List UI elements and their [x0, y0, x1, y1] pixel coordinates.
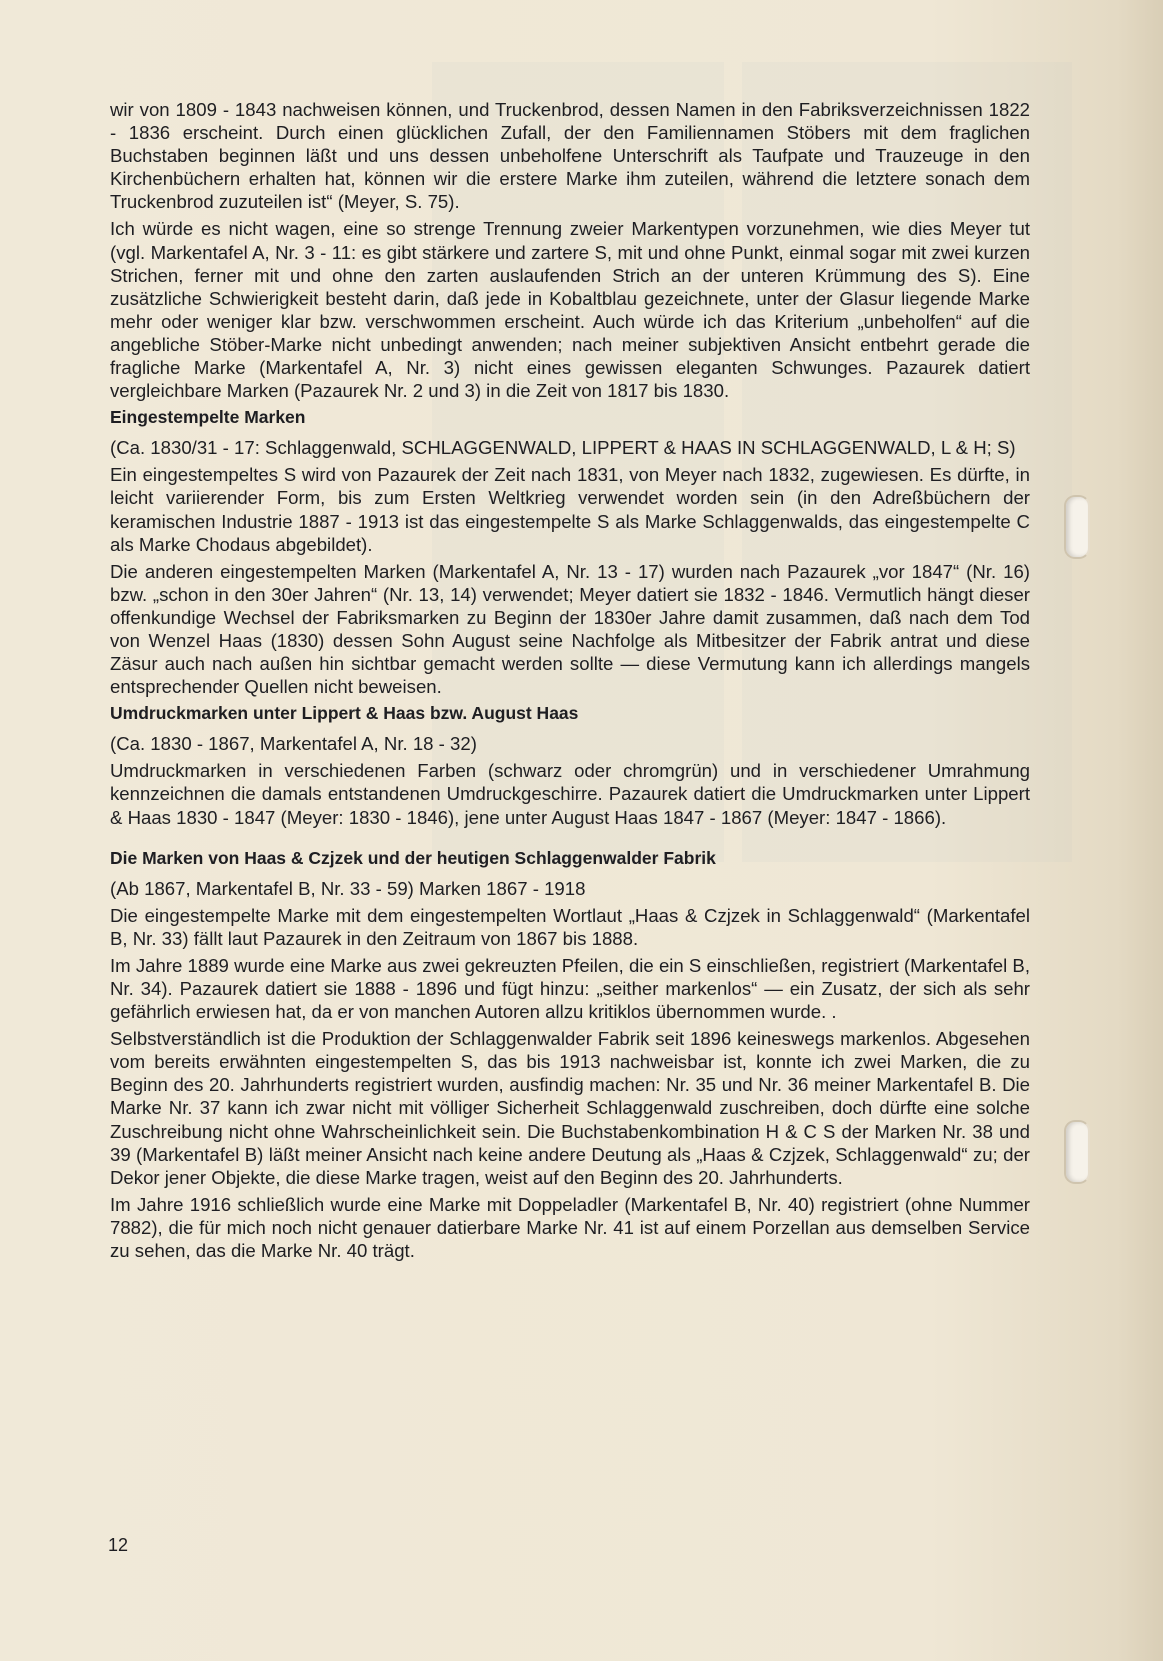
punch-hole-lower	[1064, 1120, 1090, 1184]
body-paragraph: wir von 1809 - 1843 nachweisen können, und Truckenbrod, dessen Namen in den Fabriksverzeichnissen 1822 - 1836 erscheint. Durch einen glücklichen Zufall, der den Familiennamen Stöbers mit dem fraglichen Buchstaben beginnen läßt und uns dessen unbeholfene Unterschrift als Taufpate und Trauzeuge in den Kirchenbüchern erhalten hat, können wir die erstere Marke ihm zuteilen, während die letztere sonach dem Truckenbrod zuzuteilen ist“ (Meyer, S. 75).	[110, 99, 1030, 213]
body-paragraph: Selbstverständlich ist die Produktion der Schlaggenwalder Fabrik seit 1896 keineswegs markenlos. Abgesehen vom bereits erwähnten eingestempelten S, das bis 1913 nachweisbar ist, konnte ich zwei Marken, die zu Beginn des 20. Jahrhunderts registriert wurden, ausfindig machen: Nr. 35 und Nr. 36 meiner Markentafel B. Die Marke Nr. 37 kann ich zwar nicht mit völliger Sicherheit Schlaggenwald zuschreiben, doch dürfte eine solche Zuschreibung nicht ohne Wahrscheinlichkeit sein. Die Buchstabenkombination H & C S der Marken Nr. 38 und 39 (Markentafel B) läßt meiner Ansicht nach keine andere Deutung als „Haas & Czjzek, Schlaggenwald“ zu; der Dekor jener Objekte, die diese Marke tragen, weist auf den Beginn des 20. Jahrhunderts.	[110, 1028, 1030, 1188]
body-paragraph: Ich würde es nicht wagen, eine so strenge Trennung zweier Markentypen vorzunehmen, wie dies Meyer tut (vgl. Markentafel A, Nr. 3 - 11: es gibt stärkere und zartere S, mit und ohne Punkt, einmal sogar mit zwei kurzen Strichen, ferner mit und ohne den zarten auslaufenden Strich an der unteren Krümmung des S). Eine zusätzliche Schwierigkeit besteht darin, daß jede in Kobaltblau gezeichnete, unter der Glasur liegende Marke mehr oder weniger klar bzw. verschwommen erscheint. Auch würde ich das Kriterium „unbeholfen“ auf die angebliche Stöber-Marke nicht unbedingt anwenden; nach meiner subjektiven Ansicht entbehrt gerade die fragliche Marke (Markentafel A, Nr. 3) nicht eines gewissen eleganten Schwunges. Pazaurek datiert vergleichbare Marken (Pazaurek Nr. 2 und 3) in die Zeit von 1817 bis 1830.	[110, 218, 1030, 402]
body-paragraph: (Ca. 1830 - 1867, Markentafel A, Nr. 18 - 32)	[110, 733, 477, 755]
page-number: 12	[108, 1535, 129, 1555]
body-paragraph: Die eingestempelte Marke mit dem eingestempelten Wortlaut „Haas & Czjzek in Schlaggenwald“ (Markentafel B, Nr. 33) fällt laut Pazaurek in den Zeitraum von 1867 bis 1888.	[110, 904, 1030, 949]
punch-hole-upper	[1064, 495, 1090, 559]
section-heading: Die Marken von Haas & Czjzek und der heutigen Schlaggenwalder Fabrik	[110, 847, 716, 868]
body-paragraph: Umdruckmarken in verschiedenen Farben (schwarz oder chromgrün) und in verschiedener Umrahmung kennzeichnen die damals entstandenen Umdruckgeschirre. Pazaurek datiert die Umdruckmarken unter Lippert & Haas 1830 - 1847 (Meyer: 1830 - 1846), jene unter August Haas 1847 - 1867 (Meyer: 1847 - 1866).	[110, 760, 1030, 828]
body-paragraph: (Ab 1867, Markentafel B, Nr. 33 - 59) Marken 1867 - 1918	[110, 877, 586, 899]
section-heading: Eingestempelte Marken	[110, 407, 306, 428]
body-paragraph: Ein eingestempeltes S wird von Pazaurek der Zeit nach 1831, von Meyer nach 1832, zugewiesen. Es dürfte, in leicht variierender Form, bis zum Ersten Weltkrieg verwendet worden sein (in den Adreßbüchern der keramischen Industrie 1887 - 1913 ist das eingestempelte S als Marke Schlaggenwalds, das eingestempelte C als Marke Chodaus abgebildet).	[110, 464, 1030, 555]
section-spacer	[110, 833, 1030, 847]
body-paragraph: (Ca. 1830/31 - 17: Schlaggenwald, SCHLAGGENWALD, LIPPERT & HAAS IN SCHLAGGENWALD, L & H; S)	[110, 437, 1016, 459]
body-paragraph: Im Jahre 1916 schließlich wurde eine Marke mit Doppeladler (Markentafel B, Nr. 40) registriert (ohne Nummer 7882), die für mich noch nicht genauer datierbare Marke Nr. 41 ist auf einem Porzellan aus demselben Service zu sehen, das die Marke Nr. 40 trägt.	[110, 1193, 1030, 1262]
page-body	[110, 98, 1030, 1266]
section-heading: Umdruckmarken unter Lippert & Haas bzw. August Haas	[110, 703, 579, 724]
body-paragraph: Die anderen eingestempelten Marken (Markentafel A, Nr. 13 - 17) wurden nach Pazaurek „vor 1847“ (Nr. 16) bzw. „schon in den 30er Jahren“ (Nr. 13, 14) verwendet; Meyer datiert sie 1832 - 1846. Vermutlich hängt dieser offenkundige Wechsel der Fabriksmarken zu Beginn der 1830er Jahre damit zusammen, daß nach dem Tod von Wenzel Haas (1830) dessen Sohn August seine Nachfolge als Mitbesitzer der Fabrik antrat und diese Zäsur auch nach außen hin sichtbar gemacht werden sollte — diese Vermutung kann ich allerdings mangels entsprechender Quellen nicht beweisen.	[110, 560, 1030, 698]
body-paragraph: Im Jahre 1889 wurde eine Marke aus zwei gekreuzten Pfeilen, die ein S einschließen, registriert (Markentafel B, Nr. 34). Pazaurek datiert sie 1888 - 1896 und fügt hinzu: „seither markenlos“ — ein Zusatz, der sich als sehr gefährlich erwiesen hat, da er von manchen Autoren allzu kritiklos übernommen wurde. .	[110, 954, 1030, 1023]
